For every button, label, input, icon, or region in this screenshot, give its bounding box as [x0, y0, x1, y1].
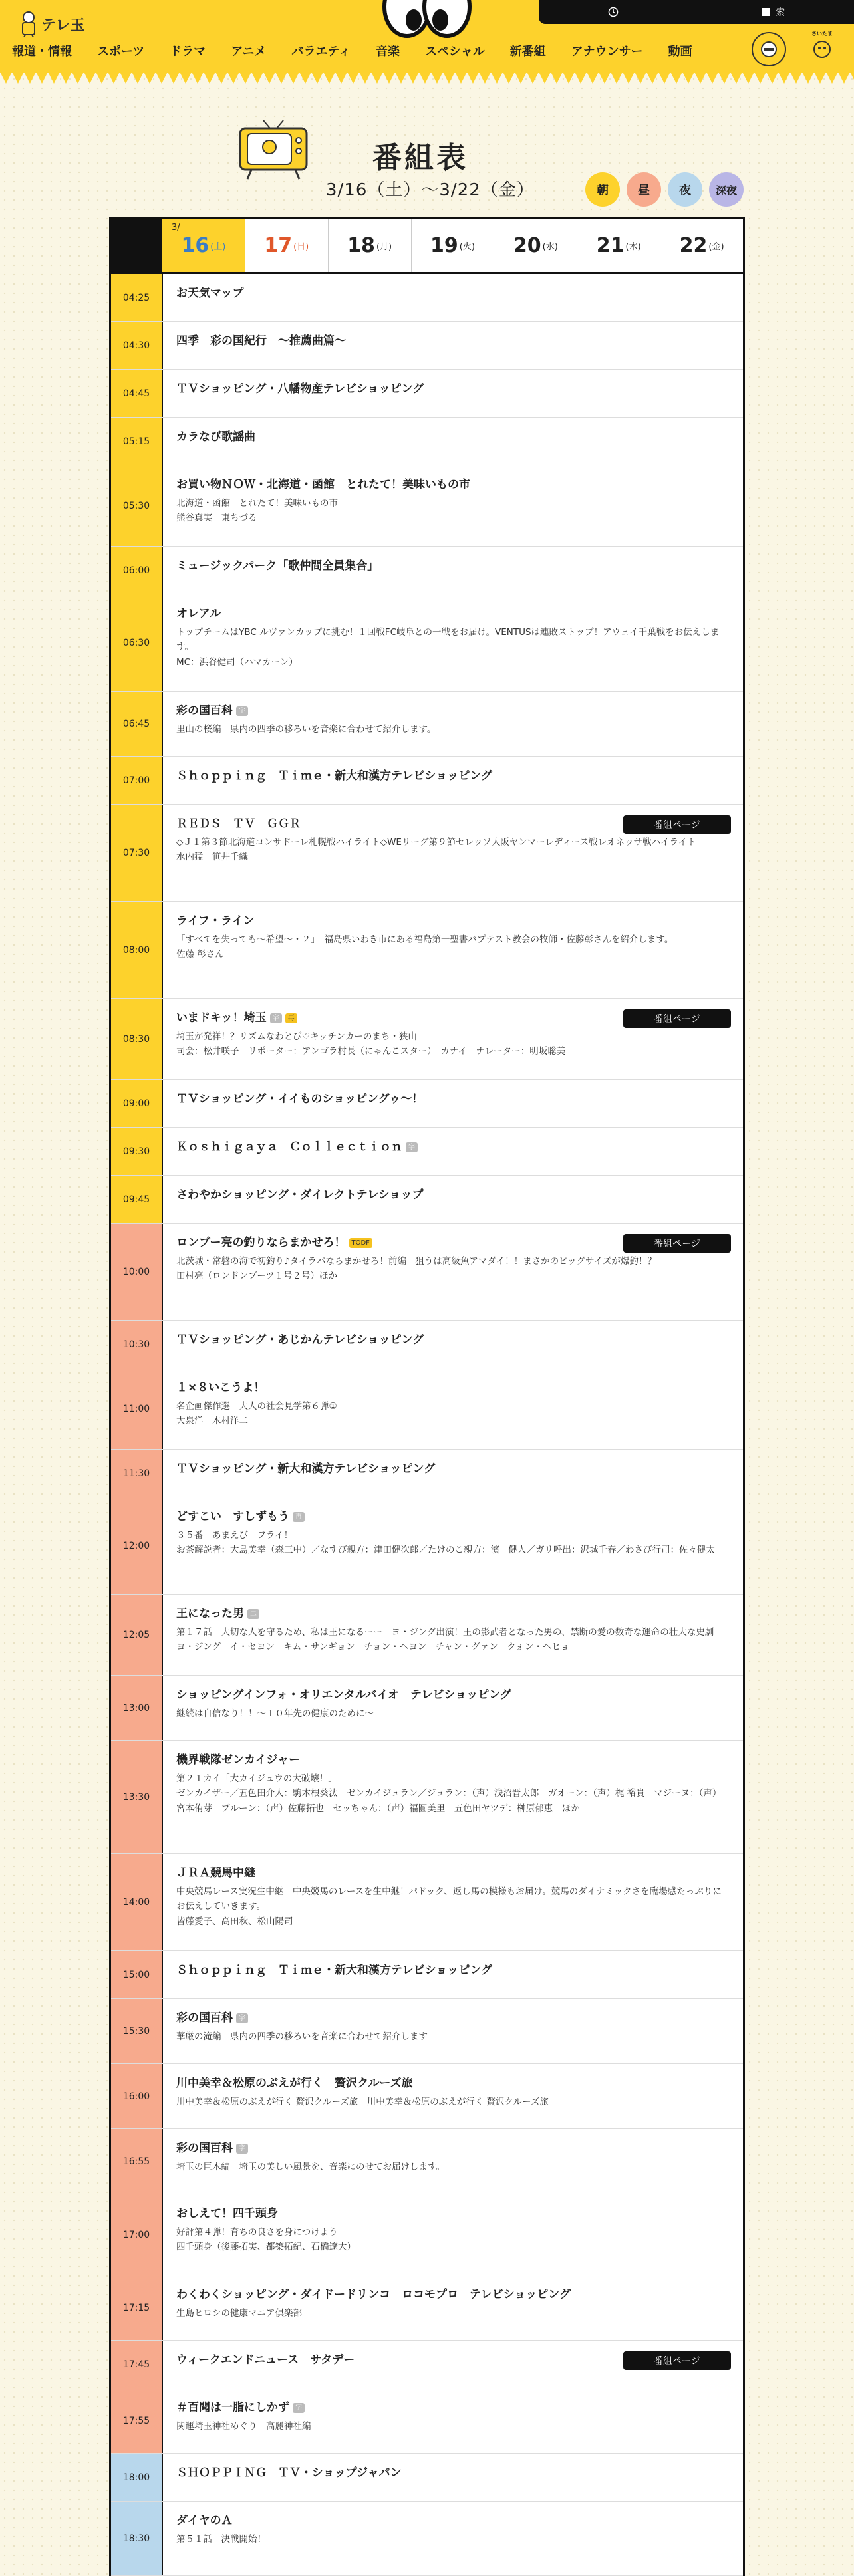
program-title-line: [176, 1963, 730, 1978]
program-row: [111, 2388, 743, 2454]
day-tab-weekday: (日): [293, 241, 309, 252]
program-start-time: 05:30: [111, 465, 163, 546]
program-start-time: 13:00: [111, 1676, 163, 1740]
program-row: [111, 1595, 743, 1676]
jump-late-night-button[interactable]: 深夜: [709, 172, 744, 207]
day-tab-date: 16: [181, 233, 210, 257]
saitama-character-icon: [811, 37, 833, 59]
day-tabs: [111, 219, 743, 274]
program-title[interactable]: ＃百聞は一脂にしかず: [176, 2401, 289, 2414]
program-description: [176, 1706, 730, 1721]
program-cell[interactable]: [163, 1128, 743, 1175]
program-cell[interactable]: [163, 1951, 743, 1998]
program-description: [176, 625, 730, 670]
program-title[interactable]: 彩の国百科: [176, 704, 233, 717]
program-description-line: 佐藤 彰さん: [176, 949, 224, 960]
day-tabs-corner: [111, 219, 162, 272]
program-row: [111, 418, 743, 465]
search-link-label: 索: [776, 7, 785, 18]
program-title-line: [176, 2287, 730, 2302]
nav-video[interactable]: 動画: [668, 45, 692, 59]
day-tab-month: 3/: [172, 223, 180, 233]
program-description-line: 名企画傑作選 大人の社会見学第６弾①: [176, 1401, 337, 1412]
program-description-line: 川中美幸＆松原のぶえが行く 贅沢クルーズ旅 川中美幸＆松原のぶえが行く 贅沢クルーズ旅: [176, 2097, 549, 2108]
day-tab-6[interactable]: [660, 219, 743, 272]
day-tab-3[interactable]: [411, 219, 494, 272]
program-cell[interactable]: [163, 2129, 743, 2194]
program-cell[interactable]: [163, 1450, 743, 1497]
program-title[interactable]: 四季 彩の国紀行 〜推薦曲篇〜: [176, 334, 346, 348]
program-description: [176, 1625, 730, 1655]
nav-drama[interactable]: ドラマ: [170, 45, 206, 59]
program-description-line: 生島ヒロシの健康マニア倶楽部: [176, 2308, 302, 2319]
program-description-line: 四千頭身（後藤拓実、都築拓紀、石橋遼大）: [176, 2242, 356, 2253]
program-description-line: お茶解説者：大島美幸（森三中）／なすび親方：津田健次郎／たけのこ親方：濱 健人／ガリ呼出：沢城千春／わさび行司：佐々健太: [176, 1545, 715, 1556]
program-start-time: 14:00: [111, 1854, 163, 1950]
program-start-time: 17:15: [111, 2275, 163, 2340]
program-title-line: [176, 477, 730, 492]
search-link[interactable]: [761, 5, 785, 19]
program-title-line: [176, 1688, 730, 1702]
program-description: [176, 932, 730, 962]
program-page-button[interactable]: 番組ページ: [623, 815, 731, 834]
nav-music[interactable]: 音楽: [375, 45, 400, 59]
program-row: [111, 1951, 743, 1999]
program-cell[interactable]: [163, 2194, 743, 2275]
program-start-time: 15:00: [111, 1951, 163, 1998]
mascot-eyes-icon: [380, 0, 474, 40]
program-row: [111, 1128, 743, 1176]
program-description: [176, 1528, 730, 1558]
program-badge: 字: [293, 2403, 305, 2413]
program-description-line: トップチームはYBC ルヴァンカップに挑む！１回戦FC岐阜との一戦をお届け。VENTUSは連敗ストップ！アウェイ千葉戦をお伝えします。: [176, 627, 720, 653]
program-title[interactable]: いまドキッ！埼玉: [176, 1011, 267, 1025]
program-title[interactable]: どすこい すしずもう: [176, 1510, 289, 1523]
program-title[interactable]: 機界戦隊ゼンカイジャー: [176, 1753, 301, 1767]
day-tab-weekday: (土): [210, 241, 226, 252]
program-row: [111, 1321, 743, 1368]
nav-variety[interactable]: バラエティ: [291, 45, 351, 59]
program-start-time: 10:00: [111, 1224, 163, 1320]
program-title[interactable]: Ｓｈｏｐｐｉｎｇ Ｔｉｍｅ・新大和漢方テレビショッピング: [176, 769, 492, 783]
program-cell[interactable]: [163, 1321, 743, 1368]
program-start-time: 06:30: [111, 594, 163, 691]
program-title-line: [176, 1092, 730, 1106]
program-title[interactable]: ＴＶショッピング・新大和漢方テレビショッピング: [176, 1462, 436, 1476]
program-start-time: 17:55: [111, 2388, 163, 2453]
program-cell[interactable]: [163, 2275, 743, 2340]
program-start-time: 12:00: [111, 1497, 163, 1594]
program-description-line: 北海道・函館 とれたて！美味いもの市: [176, 498, 338, 509]
program-title-line: [176, 2513, 730, 2528]
program-row: [111, 902, 743, 999]
program-cell[interactable]: [163, 370, 743, 417]
program-description-line: ◇Ｊ１第３節北海道コンサドーレ札幌戦ハイライト◇WEリーグ第９節セレッソ大阪ヤンマーレディース戦レオネッサ戦ハイライト: [176, 837, 696, 848]
program-cell[interactable]: [163, 757, 743, 804]
day-tab-4[interactable]: [494, 219, 577, 272]
program-badge: 字: [236, 2013, 248, 2023]
program-start-time: 08:00: [111, 902, 163, 998]
program-title-line: [176, 704, 730, 718]
program-title-line: [176, 1380, 730, 1395]
nav-news[interactable]: 報道・情報: [12, 45, 72, 59]
date-range: 3/16（土）〜3/22（金）: [326, 180, 535, 200]
program-row: [111, 370, 743, 418]
mascot-link[interactable]: [752, 32, 786, 66]
program-description-line: 埼玉が発祥！？リズムなわとび♡キッチンカーのまち・狭山: [176, 1031, 417, 1043]
program-cell[interactable]: [163, 1080, 743, 1127]
program-title[interactable]: ＴＶショッピング・あじかんテレビショッピング: [176, 1333, 424, 1347]
header-icon-links: [752, 32, 838, 66]
day-tab-date: 21: [596, 233, 625, 257]
day-tab-date: 17: [264, 233, 293, 257]
program-title-line: [176, 430, 730, 444]
program-row: [111, 757, 743, 805]
program-description: [176, 2306, 730, 2321]
program-row: [111, 1497, 743, 1595]
program-row: [111, 2502, 743, 2576]
program-row: [111, 547, 743, 594]
nav-new-programs[interactable]: 新番組: [509, 45, 546, 59]
program-title-line: [176, 382, 730, 396]
program-start-time: 16:55: [111, 2129, 163, 2194]
program-description: [176, 496, 730, 526]
top-utility-bar: [539, 0, 854, 24]
program-description-line: 水内猛 笹井千織: [176, 852, 248, 863]
program-start-time: 11:30: [111, 1450, 163, 1497]
program-start-time: 08:30: [111, 999, 163, 1079]
header-zigzag-divider: [0, 72, 854, 98]
nav-special[interactable]: スペシャル: [424, 45, 485, 59]
nav-anime[interactable]: アニメ: [231, 45, 267, 59]
search-icon: [761, 7, 772, 17]
program-title-line: [176, 2206, 730, 2221]
program-rerun-badge: 再: [285, 1013, 297, 1023]
program-row: [111, 2129, 743, 2194]
program-row: [111, 1741, 743, 1854]
program-title-line: [176, 769, 730, 783]
program-title[interactable]: 王になった男: [176, 1607, 244, 1620]
program-description: [176, 2532, 730, 2547]
program-description: [176, 1884, 730, 1929]
program-cell[interactable]: [163, 322, 743, 369]
program-start-time: 04:30: [111, 322, 163, 369]
jump-morning-button[interactable]: 朝: [585, 172, 620, 207]
program-row: [111, 1176, 743, 1224]
program-description: [176, 2419, 730, 2434]
day-tab-5[interactable]: [577, 219, 660, 272]
clock-icon: [608, 7, 619, 17]
program-start-time: 04:45: [111, 370, 163, 417]
program-start-time: 05:15: [111, 418, 163, 465]
day-tab-weekday: (月): [376, 241, 392, 252]
program-description-line: 熊谷真実 東ちづる: [176, 513, 257, 524]
program-row: [111, 2275, 743, 2341]
mascot-face-icon: [759, 39, 779, 59]
program-description-line: 大泉洋 木村洋二: [176, 1416, 248, 1427]
program-row: [111, 1368, 743, 1450]
program-title[interactable]: お買い物ＮＯＷ・北海道・函館 とれたて！美味いもの市: [176, 478, 470, 491]
program-description-line: ３５番 あまえび フライ！: [176, 1530, 293, 1541]
program-title-line: [176, 1866, 730, 1880]
program-row: [111, 1854, 743, 1951]
program-cell[interactable]: [163, 1497, 743, 1594]
day-tab-2[interactable]: [328, 219, 411, 272]
program-badge: 再: [293, 1512, 305, 1522]
program-description: [176, 2029, 730, 2044]
program-title-line: [176, 1607, 730, 1621]
program-title[interactable]: さわやかショッピング・ダイレクトテレショップ: [176, 1188, 424, 1202]
program-description-line: 埼玉の巨木編 埼玉の美しい風景を、音楽にのせてお届けします。: [176, 2162, 445, 2173]
program-start-time: 12:05: [111, 1595, 163, 1675]
program-start-time: 18:30: [111, 2502, 163, 2575]
page-title-area: [0, 110, 854, 209]
program-cell[interactable]: [163, 1676, 743, 1740]
program-title[interactable]: ロンブー亮の釣りならまかせろ！: [176, 1236, 346, 1249]
program-description-line: 継続は自信なり！！〜１０年先の健康のために〜: [176, 1708, 374, 1720]
program-start-time: 07:30: [111, 805, 163, 901]
day-tab-date: 19: [430, 233, 458, 257]
program-badge: 二: [247, 1609, 259, 1619]
program-title-line: [176, 2141, 730, 2156]
program-cell[interactable]: [163, 1224, 743, 1320]
program-description: [176, 1399, 730, 1429]
program-title[interactable]: ウィークエンドニュース サタデー: [176, 2353, 355, 2367]
day-tab-weekday: (木): [625, 241, 641, 252]
program-cell[interactable]: [163, 1595, 743, 1675]
program-title[interactable]: Ｓｈｏｐｐｉｎｇ Ｔｉｍｅ・新大和漢方テレビショッピング: [176, 1964, 492, 1977]
program-page-button[interactable]: 番組ページ: [623, 2351, 731, 2370]
program-title-line: [176, 1333, 730, 1347]
program-cell[interactable]: [163, 1741, 743, 1853]
program-title[interactable]: 川中美幸＆松原のぶえが行く 贅沢クルーズ旅: [176, 2077, 413, 2090]
program-title[interactable]: ＴＶショッピング・イイものショッピングゥ〜！: [176, 1093, 424, 1106]
program-start-time: 18:00: [111, 2454, 163, 2501]
program-title-line: [176, 1140, 730, 1154]
program-start-time: 09:45: [111, 1176, 163, 1223]
program-title[interactable]: ＪＲＡ競馬中継: [176, 1867, 255, 1880]
day-tab-weekday: (水): [542, 241, 558, 252]
program-title-line: [176, 2076, 730, 2091]
program-description-line: 里山の桜編 県内の四季の移ろいを音楽に合わせて紹介します。: [176, 724, 436, 735]
program-row: [111, 2194, 743, 2275]
program-title-line: [176, 606, 730, 621]
program-cell[interactable]: [163, 2388, 743, 2453]
program-row: [111, 594, 743, 692]
program-cell[interactable]: [163, 999, 743, 1079]
nav-sports[interactable]: スポーツ: [97, 45, 145, 59]
program-description-line: 第２１カイ「大カイジュウの大破壊！」: [176, 1773, 337, 1785]
program-description-line: 皆藤愛子、高田秋、松山陽司: [176, 1916, 293, 1927]
program-title[interactable]: おしえて！四千頭身: [176, 2207, 278, 2220]
program-title[interactable]: ＴＶショッピング・八幡物産テレビショッピング: [176, 382, 424, 396]
program-description-line: 「すべてを失っても〜希望〜・２」 福島県いわき市にある福島第一聖書バプテスト教会の牧師・佐藤彰さんを紹介します。: [176, 934, 674, 946]
program-cell[interactable]: [163, 594, 743, 691]
program-row: [111, 2454, 743, 2502]
day-tab-1[interactable]: [245, 219, 328, 272]
program-row: [111, 1224, 743, 1321]
program-cell[interactable]: [163, 2064, 743, 2128]
program-title-line: [176, 1509, 730, 1524]
program-title[interactable]: 彩の国百科: [176, 2011, 233, 2025]
program-title-line: [176, 914, 730, 928]
program-title[interactable]: ライフ・ライン: [176, 914, 255, 928]
program-badge: 字: [236, 706, 248, 716]
program-description-line: MC：浜谷健司（ハマカーン）: [176, 656, 298, 668]
program-description: [176, 722, 730, 737]
program-start-time: 06:00: [111, 547, 163, 594]
program-page-button[interactable]: 番組ページ: [623, 1009, 731, 1028]
program-title[interactable]: ＲＥＤＳ ＴＶ ＧＧＲ: [176, 817, 301, 831]
program-description: [176, 1771, 730, 1816]
program-description: [176, 2160, 730, 2174]
program-title-line: [176, 559, 730, 573]
program-title[interactable]: ミュージックパーク「歌仲間全員集合」: [176, 559, 379, 573]
program-description: [176, 1029, 730, 1059]
program-row: [111, 1450, 743, 1497]
program-badge: 字: [406, 1142, 418, 1152]
program-cell[interactable]: [163, 2454, 743, 2501]
program-start-time: 17:45: [111, 2341, 163, 2388]
program-row: [111, 1080, 743, 1128]
program-description-line: 第１７話 大切な人を守るため、私は王になるーー ヨ・ジング出演！王の影武者となった男の、禁断の愛の数奇な運命の壮大な史劇: [176, 1627, 714, 1638]
program-badge: TODF: [349, 1238, 372, 1248]
program-description: [176, 2225, 730, 2255]
main-nav: [12, 40, 730, 61]
program-title-line: [176, 1188, 730, 1202]
logo-text: テレ玉: [41, 17, 85, 34]
program-cell[interactable]: [163, 902, 743, 998]
program-description-line: 田村亮（ロンドンブーツ１号２号）ほか: [176, 1271, 338, 1282]
schedule-table: [109, 217, 745, 2576]
program-list: [111, 274, 743, 2576]
program-title[interactable]: １×８いこうよ！: [176, 1381, 265, 1394]
program-cell[interactable]: [163, 1999, 743, 2063]
program-cell[interactable]: [163, 418, 743, 465]
day-tab-date: 20: [513, 233, 541, 257]
program-start-time: 06:45: [111, 692, 163, 756]
program-title-line: [176, 2466, 730, 2480]
day-tab-weekday: (金): [708, 241, 724, 252]
program-description-line: 中央競馬レース実況生中継 中央競馬のレースを生中継！パドック、返し馬の模様もお届け。競馬のダイナミックさを臨場感たっぷりにお伝えしていきます。: [176, 1886, 722, 1912]
program-title-line: [176, 286, 730, 301]
saitama-link[interactable]: [806, 32, 838, 64]
program-row: [111, 465, 743, 547]
program-row: [111, 805, 743, 902]
day-tab-weekday: (火): [459, 241, 475, 252]
program-cell[interactable]: [163, 805, 743, 901]
nav-announcer[interactable]: アナウンサー: [571, 45, 643, 59]
day-tab-date: 22: [679, 233, 708, 257]
program-start-time: 15:30: [111, 1999, 163, 2063]
saitama-link-label: さいたま: [811, 30, 833, 37]
program-start-time: 13:30: [111, 1741, 163, 1853]
program-title-line: [176, 2011, 730, 2025]
program-description-line: 関運埼玉神社めぐり 高麗神社編: [176, 2421, 311, 2432]
program-title[interactable]: ダイヤのＡ: [176, 2514, 233, 2527]
program-description: [176, 1254, 730, 1284]
program-description: [176, 835, 730, 865]
program-description-line: 司会：松井咲子 リポーター：アンゴラ村長（にゃんこスター） カナイ ナレーター：明坂聡美: [176, 1046, 566, 1057]
page-title: 番組表: [372, 141, 468, 175]
program-title-line: [176, 334, 730, 348]
program-start-time: 16:00: [111, 2064, 163, 2128]
program-title[interactable]: ＳＨＯＰＰＩＮＧ ＴＶ・ショップジャパン: [176, 2466, 402, 2480]
program-row: [111, 999, 743, 1080]
program-description-line: ヨ・ジング イ・セヨン キム・サンギョン チョン・ヘヨン チャン・グァン クォン・ヘヒョ: [176, 1642, 570, 1653]
program-description: [176, 2095, 730, 2109]
site-logo[interactable]: [20, 9, 85, 39]
clock-link[interactable]: [608, 7, 623, 17]
program-cell[interactable]: [163, 2341, 743, 2388]
program-title[interactable]: ショッピングインフォ・オリエンタルバイオ テレビショッピング: [176, 1688, 511, 1702]
program-title-line: [176, 1753, 730, 1767]
program-start-time: 09:30: [111, 1128, 163, 1175]
day-tab-date: 18: [347, 233, 375, 257]
program-description-line: 北茨城・常磐の海で初釣り♪タイラバならまかせろ！前編 狙うは高級魚アマダイ！！まさかのビッグサイズが爆釣！？: [176, 1256, 656, 1267]
program-start-time: 11:00: [111, 1368, 163, 1449]
program-cell[interactable]: [163, 465, 743, 546]
program-title[interactable]: カラなび歌謡曲: [176, 430, 255, 444]
time-of-day-jump: [585, 172, 744, 207]
program-cell[interactable]: [163, 2502, 743, 2575]
program-start-time: 04:25: [111, 274, 163, 321]
program-row: [111, 274, 743, 322]
program-cell[interactable]: [163, 1176, 743, 1223]
program-title[interactable]: わくわくショッピング・ダイドードリンコ ロコモプロ テレビショッピング: [176, 2288, 571, 2301]
program-row: [111, 1676, 743, 1741]
program-description-line: 好評第４弾！育ちの良さを身につけよう: [176, 2227, 338, 2238]
program-cell[interactable]: [163, 547, 743, 594]
program-start-time: 07:00: [111, 757, 163, 804]
program-title[interactable]: お天気マップ: [176, 287, 244, 300]
program-cell[interactable]: [163, 274, 743, 321]
program-description-line: ゼンカイザー／五色田介人：駒木根葵汰 ゼンカイジュラン／ジュラン：（声）浅沼晋太郎 ガオーン：（声）梶 裕貴 マジーヌ：（声）宮本侑芽 ブルーン：（声）佐藤拓也 セッちゃん：（声）福圓美里 五色田ヤツデ：榊原郁恵 ほか: [176, 1788, 722, 1814]
jump-daytime-button[interactable]: 昼: [627, 172, 661, 207]
tv-mascot-icon: [20, 11, 37, 37]
program-cell[interactable]: [163, 1854, 743, 1950]
program-title[interactable]: オレアル: [176, 607, 221, 620]
program-row: [111, 692, 743, 757]
program-row: [111, 322, 743, 370]
site-header: [0, 0, 854, 73]
program-start-time: 09:00: [111, 1080, 163, 1127]
program-row: [111, 2064, 743, 2129]
program-title[interactable]: 彩の国百科: [176, 2142, 233, 2155]
program-row: [111, 1999, 743, 2064]
program-page-button[interactable]: 番組ページ: [623, 1234, 731, 1253]
program-title[interactable]: Ｋｏｓｈｉｇａｙａ Ｃｏｌｌｅｃｔｉｏｎ: [176, 1140, 402, 1154]
program-start-time: 17:00: [111, 2194, 163, 2275]
jump-evening-button[interactable]: 夜: [668, 172, 702, 207]
program-badge: 字: [270, 1013, 282, 1023]
program-title-line: [176, 1462, 730, 1476]
program-description-line: 第５１話 決戦開始！: [176, 2534, 266, 2545]
day-tab-0[interactable]: [162, 219, 245, 272]
program-row: [111, 2341, 743, 2388]
program-description-line: 華厳の滝編 県内の四季の移ろいを音楽に合わせて紹介します: [176, 2031, 428, 2043]
retro-tv-icon: [237, 114, 310, 180]
program-title-line: [176, 2400, 730, 2415]
program-cell[interactable]: [163, 1368, 743, 1449]
program-cell[interactable]: [163, 692, 743, 756]
program-badge: 字: [236, 2144, 248, 2154]
program-start-time: 10:30: [111, 1321, 163, 1368]
